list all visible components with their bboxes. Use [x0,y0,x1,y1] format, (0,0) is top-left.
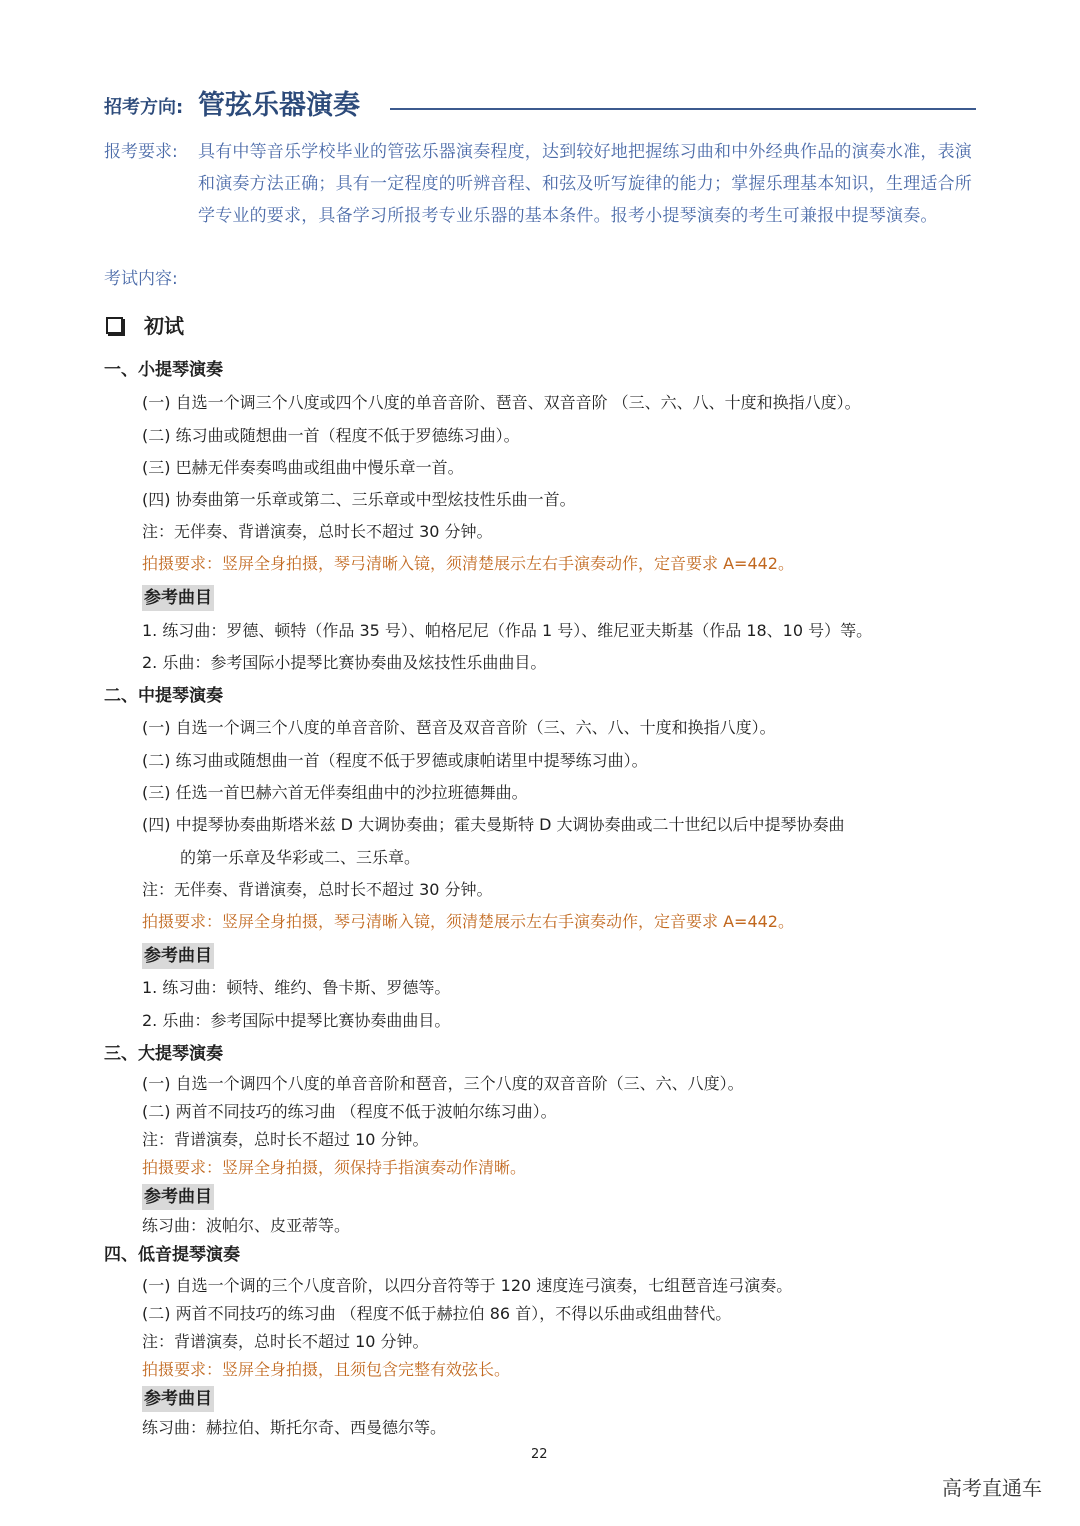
cello-shoot-requirement: 拍摄要求：竖屏全身拍摄，须保持手指演奏动作清晰。 [142,1158,527,1177]
cello-note: 注：背谱演奏，总时长不超过 10 分钟。 [142,1130,429,1149]
title-rule [390,108,976,110]
viola-reference-2: 2. 乐曲：参考国际中提琴比赛协奏曲曲目。 [142,1011,451,1030]
violin-note: 注：无伴奏、背谱演奏，总时长不超过 30 分钟。 [142,522,493,541]
section-title-viola: 二、中提琴演奏 [104,686,223,706]
requirements-label: 报考要求: [104,142,178,162]
bass-note: 注：背谱演奏，总时长不超过 10 分钟。 [142,1332,429,1351]
cello-item-2: (二) 两首不同技巧的练习曲 （程度不低于波帕尔练习曲）。 [142,1102,557,1121]
requirements-text: 具有中等音乐学校毕业的管弦乐器演奏程度，达到较好地把握练习曲和中外经典作品的演奏水准，表演和演奏方法正确；具有一定程度的听辨音程、和弦及听写旋律的能力；掌握乐理基本知识，生理适合所学专业的要求，具备学习所报考专业乐器的基本条件。报考小提琴演奏的考生可兼报中提琴演奏。 [198,142,972,226]
round-title: 初试 [144,314,184,338]
section-title-double-bass: 四、低音提琴演奏 [104,1245,240,1265]
viola-reference-1: 1. 练习曲：顿特、维约、鲁卡斯、罗德等。 [142,978,451,997]
section-title-cello: 三、大提琴演奏 [104,1044,223,1064]
watermark: 高考直通车 [942,1476,1042,1500]
cello-item-1: (一) 自选一个调四个八度的单音音阶和琶音，三个八度的双音音阶（三、六、八度）。 [142,1074,744,1093]
cello-reference-1: 练习曲：波帕尔、皮亚蒂等。 [142,1216,351,1235]
viola-shoot-requirement: 拍摄要求：竖屏全身拍摄，琴弓清晰入镜，须清楚展示左右手演奏动作，定音要求 A=442。 [142,912,794,931]
violin-item-3: (三) 巴赫无伴奏奏鸣曲或组曲中慢乐章一首。 [142,458,464,477]
violin-reference-1: 1. 练习曲：罗德、顿特（作品 35 号）、帕格尼尼（作品 1 号）、维尼亚夫斯基（作品 18、10 号）等。 [142,621,873,640]
bass-item-2: (二) 两首不同技巧的练习曲 （程度不低于赫拉伯 86 首），不得以乐曲或组曲替代。 [142,1304,732,1323]
violin-item-2: (二) 练习曲或随想曲一首（程度不低于罗德练习曲）。 [142,426,520,445]
viola-item-3: (三) 任选一首巴赫六首无伴奏组曲中的沙拉班德舞曲。 [142,783,528,802]
violin-item-4: (四) 协奏曲第一乐章或第二、三乐章或中型炫技性乐曲一首。 [142,490,576,509]
bass-reference-heading: 参考曲目 [142,1386,214,1412]
page-number: 22 [531,1447,548,1462]
section-title-violin: 一、小提琴演奏 [104,360,223,380]
viola-note: 注：无伴奏、背谱演奏，总时长不超过 30 分钟。 [142,880,493,899]
bass-shoot-requirement: 拍摄要求：竖屏全身拍摄，且须包含完整有效弦长。 [142,1360,511,1379]
header-label: 招考方向: [104,97,184,118]
bass-item-1: (一) 自选一个调的三个八度音阶，以四分音符等于 120 速度连弓演奏，七组琶音连弓演奏。 [142,1276,793,1295]
violin-item-1: (一) 自选一个调三个八度或四个八度的单音音阶、琶音、双音音阶 （三、六、八、十度和换指八度）。 [142,393,861,412]
violin-reference-heading: 参考曲目 [142,585,214,611]
bass-reference-1: 练习曲：赫拉伯、斯托尔奇、西曼德尔等。 [142,1418,447,1437]
viola-item-2: (二) 练习曲或随想曲一首（程度不低于罗德或康帕诺里中提琴练习曲）。 [142,751,648,770]
viola-item-1: (一) 自选一个调三个八度的单音音阶、琶音及双音音阶（三、六、八、十度和换指八度）。 [142,718,776,737]
cello-reference-heading: 参考曲目 [142,1184,214,1210]
violin-reference-2: 2. 乐曲：参考国际小提琴比赛协奏曲及炫技性乐曲曲目。 [142,653,547,672]
violin-shoot-requirement: 拍摄要求：竖屏全身拍摄，琴弓清晰入镜，须清楚展示左右手演奏动作，定音要求 A=442。 [142,554,794,573]
checkbox-square-icon [106,317,123,334]
content-label: 考试内容: [104,269,178,289]
page-title: 管弦乐器演奏 [198,90,360,121]
viola-reference-heading: 参考曲目 [142,943,214,969]
viola-item-4: (四) 中提琴协奏曲斯塔米兹 D 大调协奏曲；霍夫曼斯特 D 大调协奏曲或二十世纪以后中提琴协奏曲 [142,815,845,834]
viola-item-4-continued: 的第一乐章及华彩或二、三乐章。 [180,848,421,867]
